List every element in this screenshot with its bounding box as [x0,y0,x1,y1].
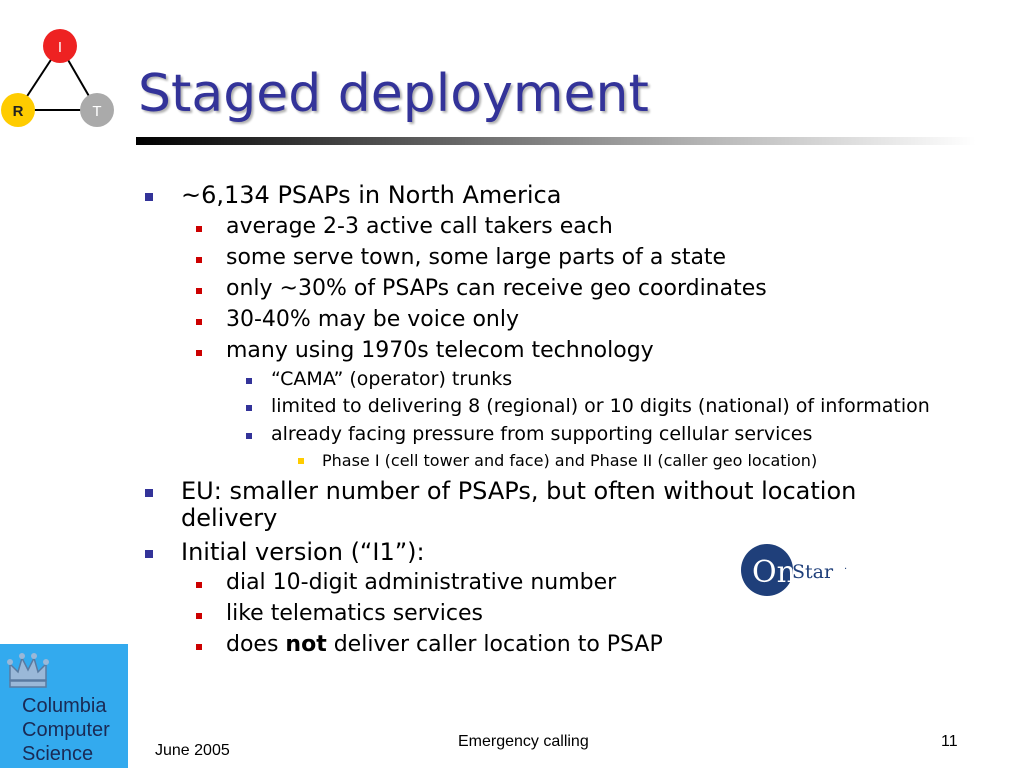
bullet-text: only ~30% of PSAPs can receive geo coordinates [226,276,767,301]
bullet-item [181,181,561,209]
bullet-marker [246,405,252,411]
bullet-item [181,538,425,566]
logo-letter-r: R [12,103,24,120]
bullet-item [226,338,654,363]
bullet-text: ~6,134 PSAPs in North America [181,181,562,209]
bullet-item [226,214,613,239]
bullet-item [271,423,812,445]
bullet-text: some serve town, some large parts of a state [226,245,727,270]
bullet-marker [145,550,153,558]
bullet-text: already facing pressure from supporting cellular services [271,423,813,445]
bullet-item [271,395,930,417]
onstar-on-text: On [752,555,796,590]
logo-letter-i: I [57,39,63,56]
bullet-text: many using 1970s telecom technology [226,338,654,363]
bullet-text: EU: smaller number of PSAPs, but often without location [181,477,857,505]
bullet-text: dial 10-digit administrative number [226,570,617,595]
columbia-line: Computer [22,719,110,741]
slide-title: Staged deployment [138,64,649,124]
bullet-marker [246,378,252,384]
bullet-marker [196,582,202,588]
bullet-marker [145,489,153,497]
columbia-text [22,694,110,766]
onstar-tm: · [844,564,848,575]
bullet-marker [196,257,202,263]
logo-letter-t: T [92,103,102,120]
bullet-marker [145,193,153,201]
bullet-text: Phase I (cell tower and face) and Phase II (caller geo location) [322,451,818,470]
bullet-marker [196,350,202,356]
bullet-item [271,368,512,390]
bullet-item [226,632,663,657]
bullet-item [226,307,519,332]
bullet-text-bold: not [285,632,327,657]
bullet-continuation [181,504,277,532]
bullet-item [322,451,817,470]
bullet-marker [196,288,202,294]
bullet-text: does [226,632,286,657]
columbia-line: Science [22,743,94,765]
columbia-logo [0,644,128,768]
bullet-marker [196,644,202,650]
bullet-item [226,601,483,626]
bullet-marker [246,433,252,439]
bullet-marker [196,613,202,619]
bullet-text: Initial version (“I1”): [181,538,425,566]
onstar-logo [740,540,860,600]
onstar-star-text: Star [792,561,834,583]
bullet-marker [196,226,202,232]
bullet-item [226,276,767,301]
bullet-text: delivery [181,504,278,532]
bullet-item [181,477,856,505]
footer-date: June 2005 [155,742,230,759]
bullet-item [226,245,726,270]
bullet-text: limited to delivering 8 (regional) or 10 digits (national) of information [271,395,930,417]
bullet-marker [196,319,202,325]
page-number: 11 [941,733,958,750]
bullet-item [226,570,616,595]
bullet-text: “CAMA” (operator) trunks [271,368,513,390]
bullet-text: deliver caller location to PSAP [326,632,663,657]
crown-icon [6,650,50,690]
bullet-marker [298,458,304,464]
footer-title: Emergency calling [458,733,589,750]
bullet-text: average 2-3 active call takers each [226,214,613,239]
columbia-line: Columbia [22,695,107,717]
bullet-text: 30-40% may be voice only [226,307,519,332]
bullet-text: like telematics services [226,601,483,626]
